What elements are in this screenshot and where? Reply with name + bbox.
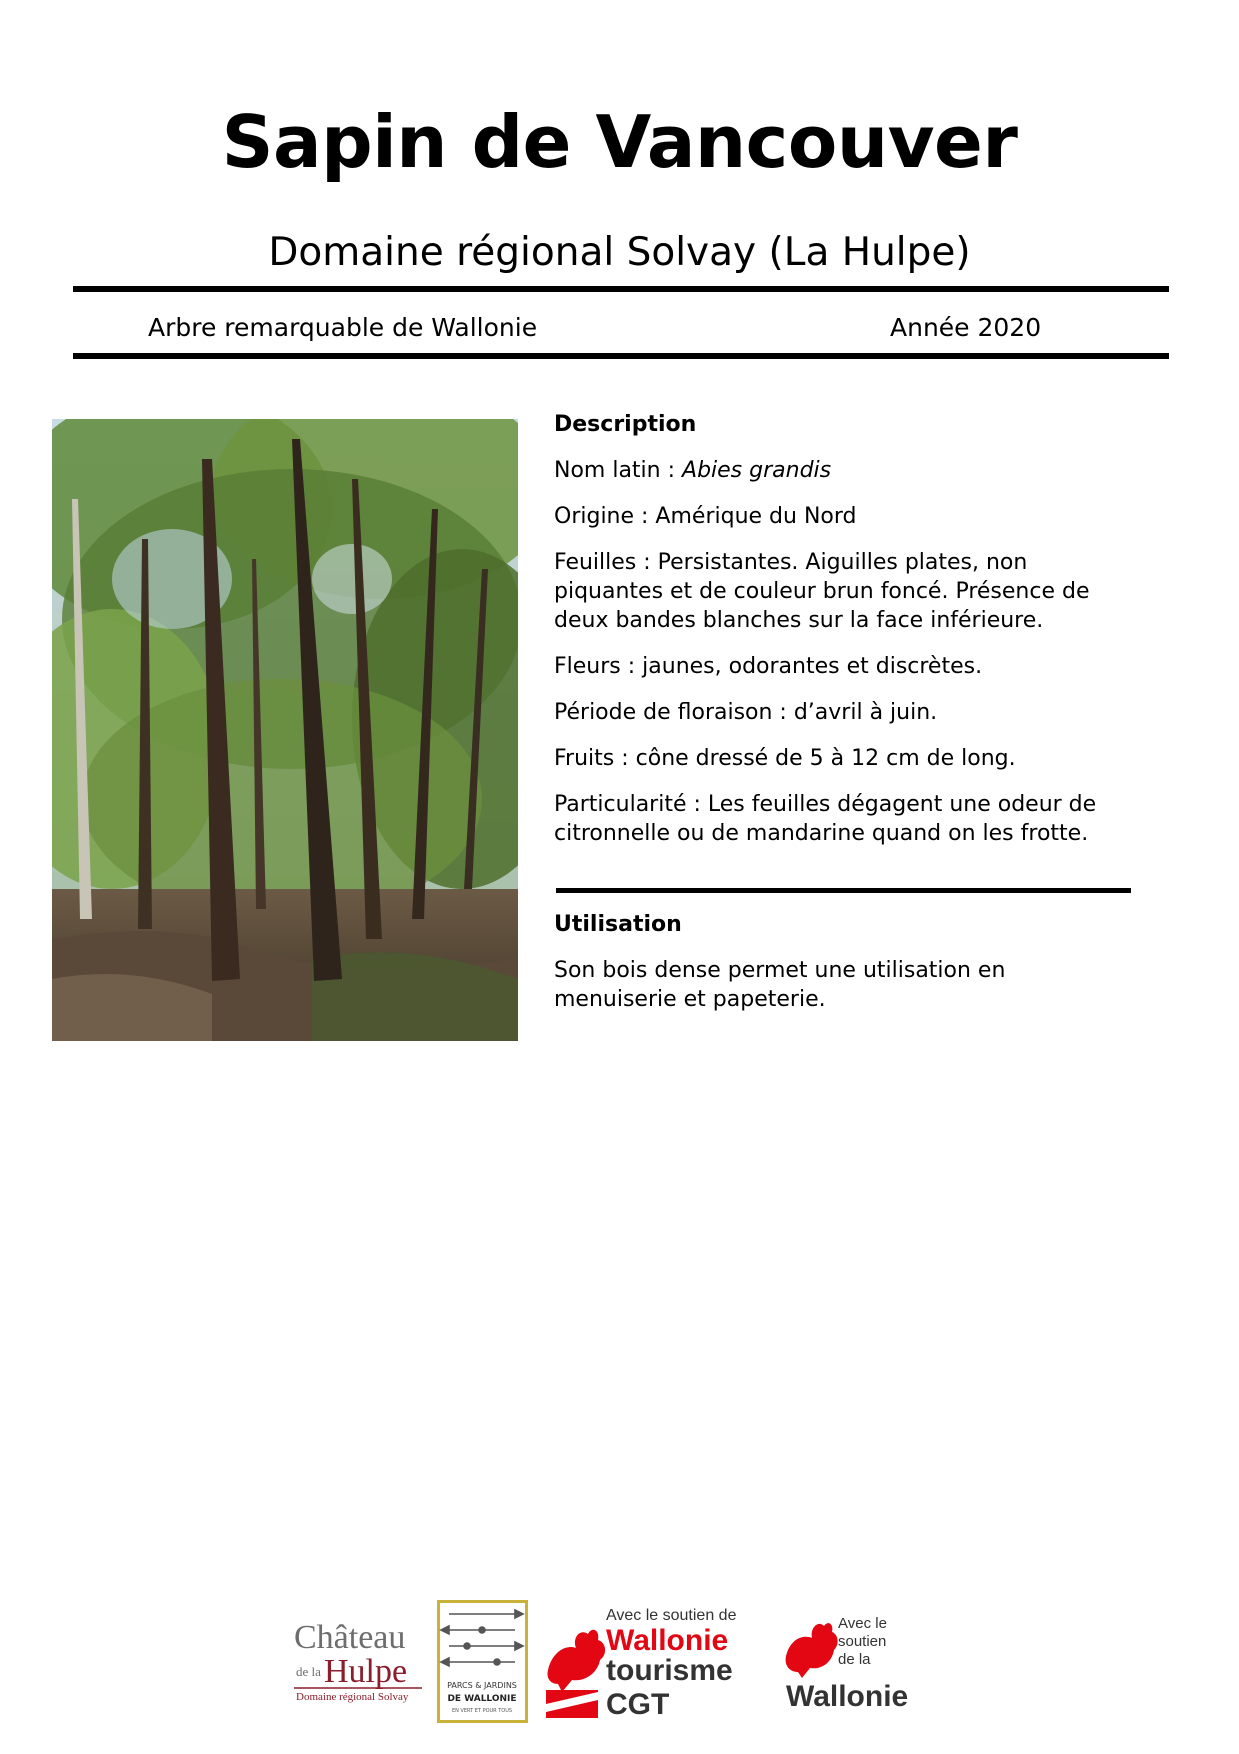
- top-rule: [73, 286, 1169, 292]
- page-subtitle: Domaine régional Solvay (La Hulpe): [268, 230, 971, 275]
- latin-name-label: Nom latin :: [554, 458, 683, 483]
- chateau-de-la-hulpe-logo: [290, 1614, 426, 1704]
- bottom-rule: [73, 353, 1169, 359]
- chateau-logo-word: Château: [294, 1619, 406, 1656]
- hulpe-logo-word: Hulpe: [324, 1653, 408, 1690]
- forest-illustration: [52, 419, 518, 1041]
- parcs-logo-line3: EN VERT ET POUR TOUS: [451, 1708, 513, 1714]
- parcs-logo-line1: PARCS & JARDINS: [447, 1681, 517, 1690]
- flowers-line: Fleurs : jaunes, odorantes et discrètes.: [554, 654, 983, 679]
- tourisme-logo-line3: tourisme: [606, 1654, 733, 1687]
- wallonie-logo-line4: Wallonie: [786, 1680, 909, 1713]
- tourisme-logo-line4: CGT: [606, 1688, 670, 1720]
- wallonie-logo-line2: soutien: [838, 1633, 887, 1650]
- origin-line: Origine : Amérique du Nord: [554, 504, 857, 529]
- leaves-line: Feuilles : Persistantes. Aiguilles plates, non piquantes et de couleur brun foncé. Présence de deux bandes blanches sur la face inférieure.: [554, 550, 1090, 633]
- fruits-line: Fruits : cône dressé de 5 à 12 cm de long.: [554, 746, 1016, 771]
- rooster-icon: [786, 1623, 838, 1678]
- parcs-logo-line2: DE WALLONIE: [447, 1694, 517, 1704]
- tourisme-logo-line1: Avec le soutien de: [606, 1607, 737, 1624]
- wallonie-logo-line1: Avec le: [838, 1616, 887, 1632]
- wallonie-logo-line3: de la: [838, 1651, 871, 1668]
- tree-photo: [52, 419, 518, 1041]
- description-heading: Description: [554, 412, 697, 437]
- wallonie-tourisme-cgt-logo: [542, 1600, 742, 1720]
- cgt-flag-icon: [546, 1690, 598, 1718]
- usage-section: [554, 910, 1114, 1031]
- usage-heading: Utilisation: [554, 912, 682, 937]
- chateau-logo-caption: Domaine régional Solvay: [296, 1691, 409, 1703]
- sponsor-logos: [0, 1600, 1239, 1720]
- flowering-period-line: Période de floraison : d’avril à juin.: [554, 700, 938, 725]
- chateau-logo-small: de la: [296, 1664, 321, 1679]
- label-remarkable-tree: Arbre remarquable de Wallonie: [148, 313, 538, 342]
- section-divider: [556, 888, 1131, 893]
- avec-le-soutien-wallonie-logo: [782, 1616, 922, 1720]
- tourisme-logo-line2: Wallonie: [606, 1624, 729, 1657]
- rooster-icon: [547, 1630, 605, 1692]
- description-section: [554, 410, 1114, 865]
- label-year: Année 2020: [890, 313, 1042, 342]
- usage-text: Son bois dense permet une utilisation en menuiserie et papeterie.: [554, 958, 1006, 1012]
- page-title: Sapin de Vancouver: [221, 100, 1018, 184]
- particularity-line: Particularité : Les feuilles dégagent une odeur de citronnelle ou de mandarine quand on les frotte.: [554, 792, 1097, 846]
- parcs-jardins-wallonie-logo: [437, 1600, 528, 1723]
- latin-name-value: Abies grandis: [682, 458, 832, 483]
- latin-name-line: [554, 456, 1114, 485]
